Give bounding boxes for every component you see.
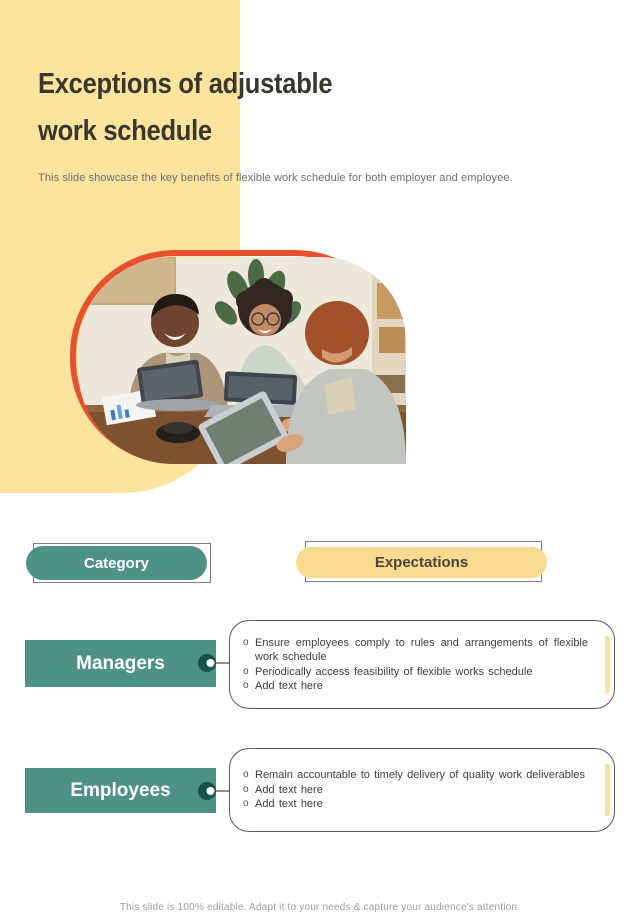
list-item [240,636,588,665]
bullet-marker: o [243,783,249,795]
bullet-marker: o [243,769,249,781]
bullet-marker: o [243,636,249,648]
bullet-text: Add text here [255,680,323,692]
slide-title-line1: Exceptions of adjustable [38,68,333,100]
slide-subtitle[interactable]: This slide showcase the key benefits of flexible work schedule for both employer and employee. [38,172,513,184]
bullet-text: Add text here [255,783,323,796]
slide-title[interactable] [38,61,332,155]
list-item [240,797,588,812]
expectations-bubble-managers[interactable] [229,620,615,709]
row-label-managers[interactable] [25,640,216,687]
bullet-text: Add text here [255,798,323,811]
expectations-header-pill[interactable] [296,547,547,578]
list-item [240,679,588,694]
bullet-text: Periodically access feasibility of flexible works schedule [255,665,533,678]
bullet-text: Remain accountable to timely delivery of quality work deliverables [255,769,585,782]
bubble-accent-strip [605,764,610,816]
employees-label-text: Employees [70,779,171,801]
list-item [240,665,588,680]
expectations-header-label: Expectations [374,554,469,571]
team-photo-svg [78,257,406,464]
editable-note: This slide is 100% editable. Adapt it to your needs & capture your audience's attention. [119,902,521,913]
bullet-marker: o [243,798,249,810]
category-header-label: Category [83,554,150,572]
managers-label-text: Managers [76,652,165,674]
bubble-accent-strip [605,636,610,693]
expectations-bubble-employees[interactable] [229,748,615,832]
category-header-pill[interactable] [26,546,207,580]
team-photo-illustration[interactable] [78,257,406,464]
list-item [240,768,588,783]
bullet-marker: o [243,665,249,677]
list-item [240,783,588,798]
bullet-text: Ensure employees comply to rules and arrangements of flexible work schedule [255,636,588,663]
row-label-employees[interactable] [25,768,216,813]
bullet-marker: o [243,680,249,691]
slide-title-line2: work schedule [38,115,212,147]
